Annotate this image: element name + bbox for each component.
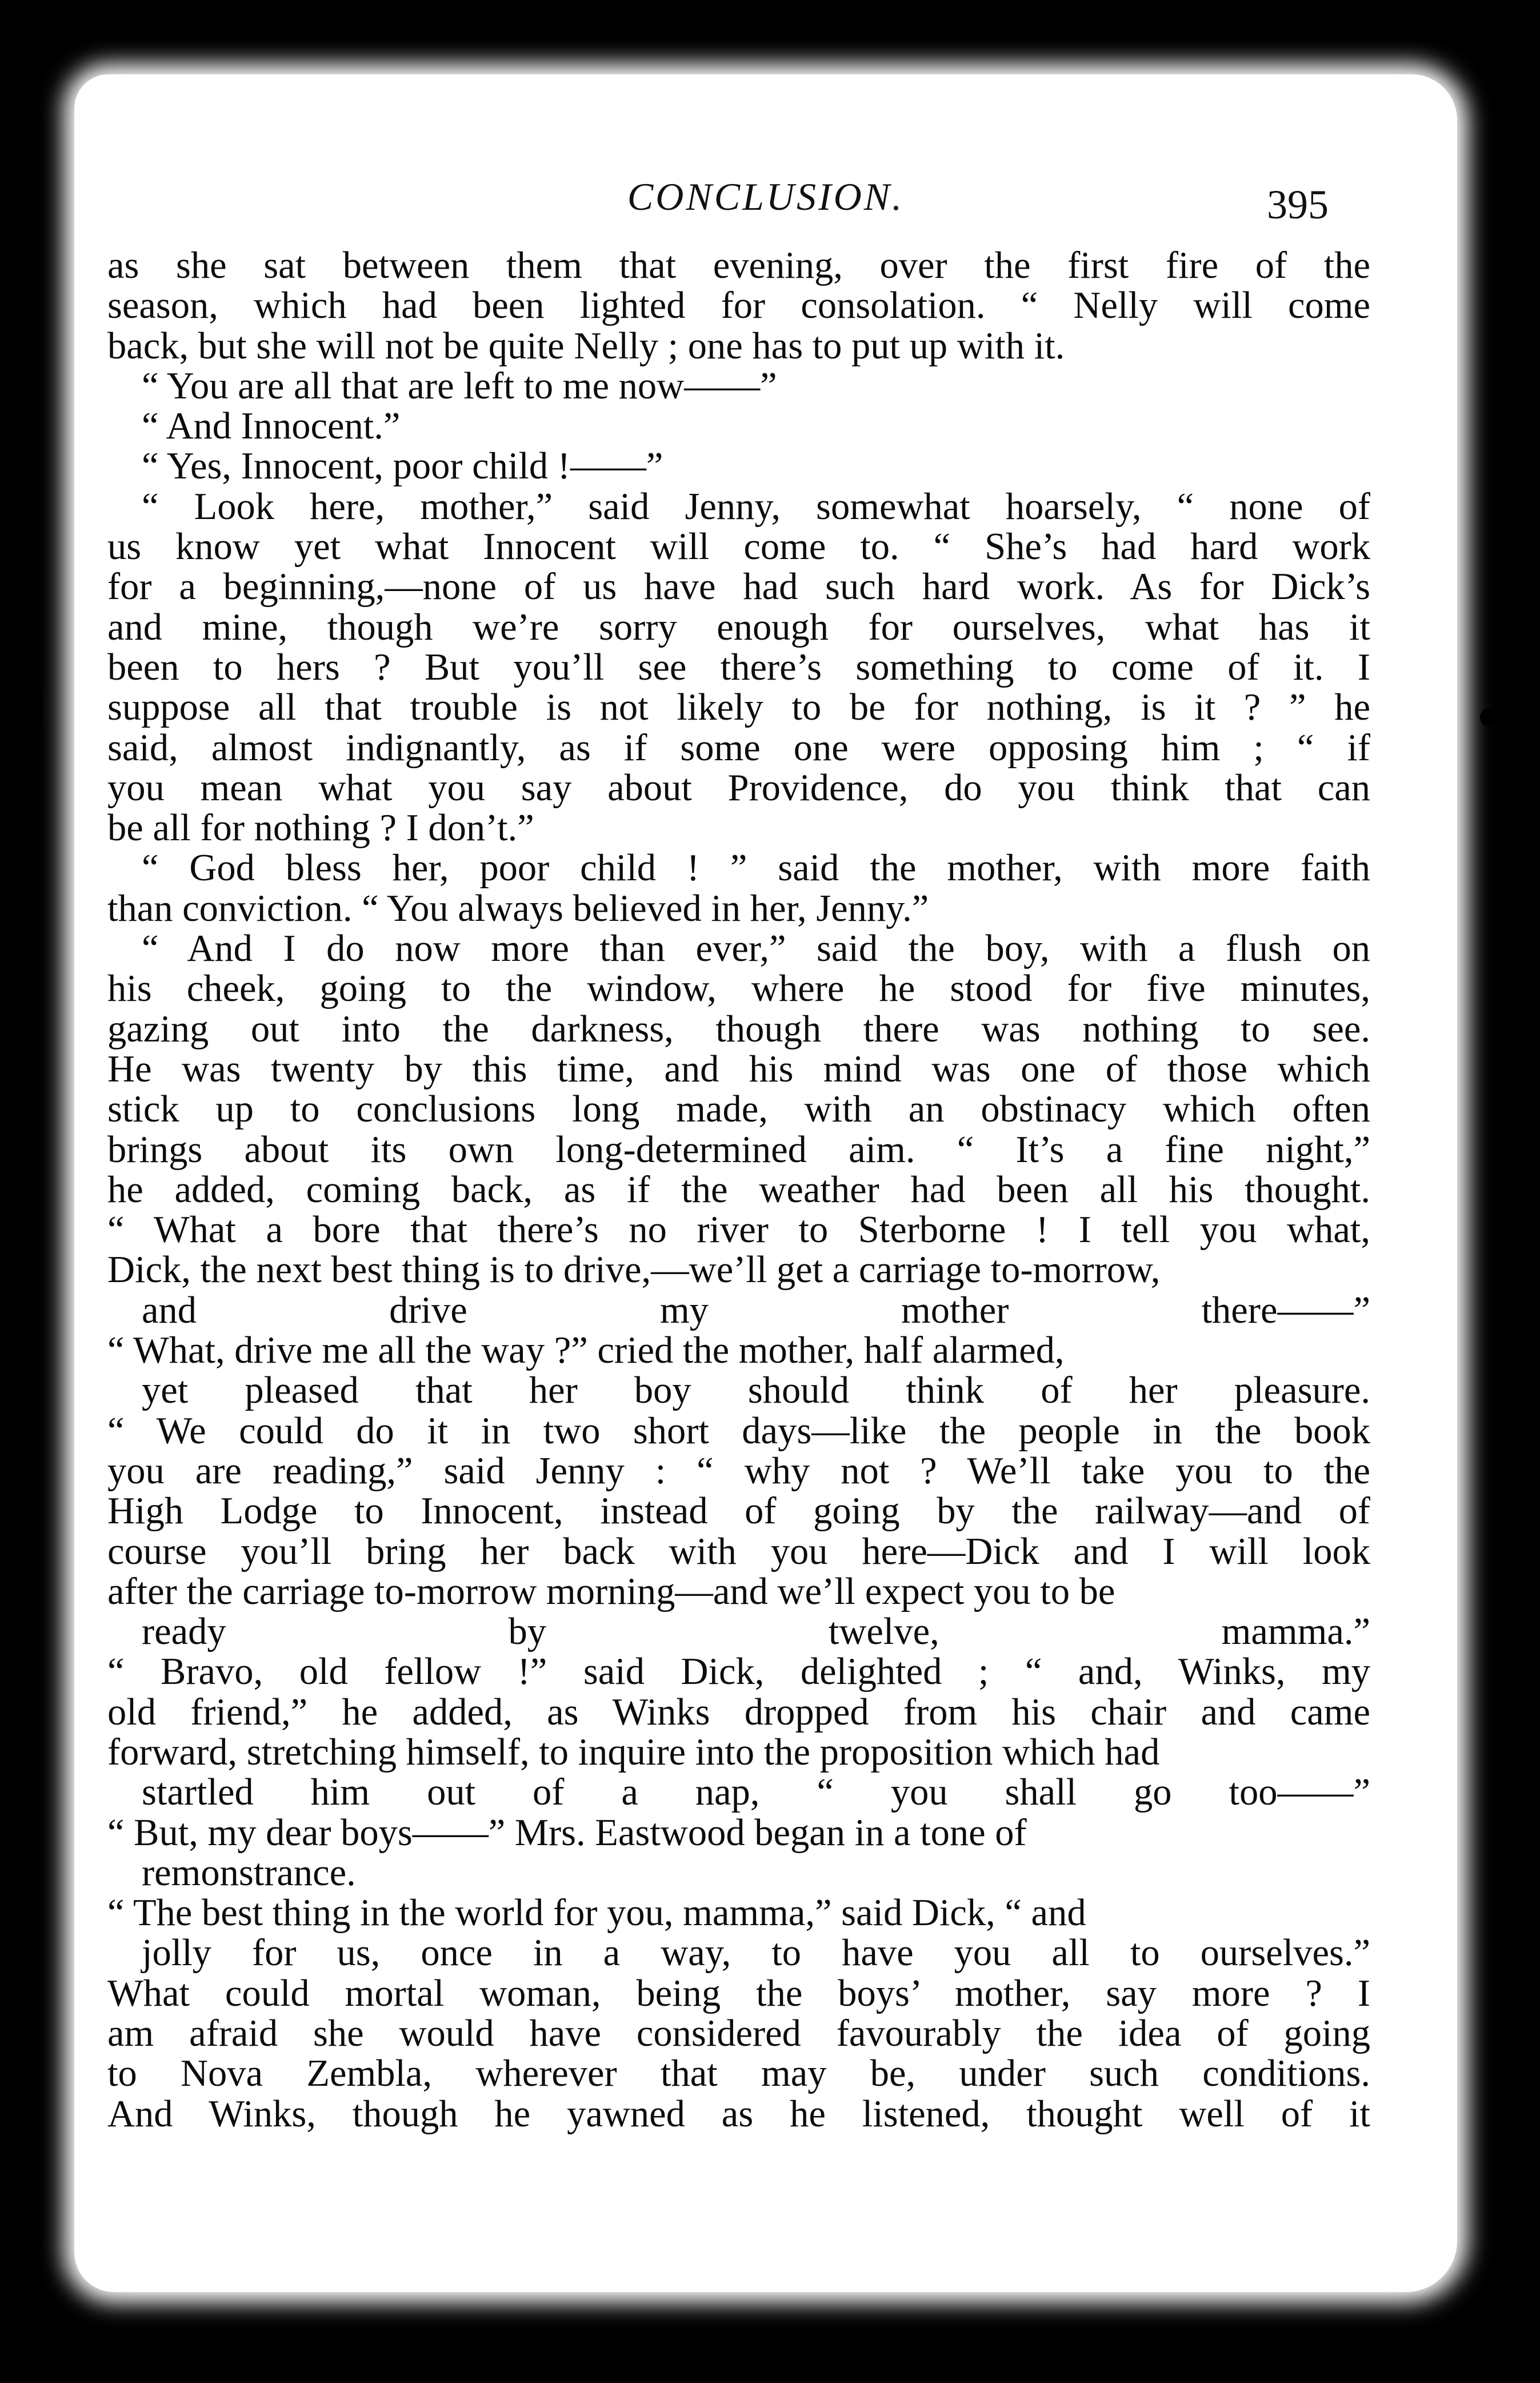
text-line: startled him out of a nap, “ you shall go too——” — [142, 1773, 1370, 1813]
text-line: brings about its own long-determined aim. “ It’s a fine night,” — [107, 1129, 1370, 1170]
text-line: said, almost indignantly, as if some one were opposing him ; “ if — [107, 728, 1370, 768]
text-line: “ You are all that are left to me now——” — [142, 366, 777, 407]
text-line: “ What, drive me all the way ?” cried the mother, half alarmed, — [107, 1331, 1065, 1371]
body-text — [107, 246, 1370, 2134]
text-line: than conviction. “ You always believed in her, Jenny.” — [107, 888, 929, 929]
text-line: suppose all that trouble is not likely to be for nothing, is it ? ” he — [107, 688, 1370, 728]
text-line: “ And Innocent.” — [142, 406, 401, 447]
text-line: for a beginning,—none of us have had such hard work. As for Dick’s — [107, 567, 1370, 608]
text-line: ready by twelve, mamma.” — [142, 1612, 1370, 1652]
text-line: and drive my mother there——” — [142, 1290, 1370, 1331]
text-line: as she sat between them that evening, over the first fire of the — [107, 246, 1370, 286]
text-line: he added, coming back, as if the weather had been all his thought. — [107, 1169, 1370, 1211]
text-line: “ The best thing in the world for you, mamma,” said Dick, “ and — [107, 1893, 1086, 1934]
text-line: “ God bless her, poor child ! ” said the mother, with more faith — [142, 848, 1370, 889]
text-line: old friend,” he added, as Winks dropped from his chair and came — [107, 1692, 1370, 1733]
text-line: am afraid she would have considered favourably the idea of going — [107, 2014, 1370, 2054]
text-line: yet pleased that her boy should think of her pleasure. — [142, 1371, 1370, 1411]
text-line: “ But, my dear boys——” Mrs. Eastwood began in a tone of — [107, 1813, 1027, 1853]
page-header — [74, 174, 1457, 237]
text-line: “ Yes, Innocent, poor child !——” — [142, 446, 663, 487]
running-head: CONCLUSION. — [627, 175, 905, 218]
text-line: us know yet what Innocent will come to. “ She’s had hard work — [107, 527, 1370, 568]
page-number: 395 — [1267, 182, 1329, 227]
text-line: season, which had been lighted for consolation. “ Nelly will come — [107, 286, 1370, 326]
text-line: Dick, the next best thing is to drive,—we’ll get a carriage to-morrow, — [107, 1250, 1161, 1291]
text-line: be all for nothing ? I don’t.” — [107, 808, 534, 849]
text-line: course you’ll bring her back with you here—Dick and I will look — [107, 1531, 1370, 1572]
text-line: to Nova Zembla, wherever that may be, under such conditions. — [107, 2054, 1370, 2094]
text-line: “ Bravo, old fellow !” said Dick, delighted ; “ and, Winks, my — [107, 1652, 1370, 1693]
text-line: you mean what you say about Providence, do you think that can — [107, 768, 1370, 809]
text-line: jolly for us, once in a way, to have you all to ourselves.” — [142, 1933, 1370, 1974]
book-page — [74, 74, 1457, 2292]
text-line: He was twenty by this time, and his mind was one of those which — [107, 1049, 1370, 1090]
text-line: And Winks, though he yawned as he listened, thought well of it — [107, 2094, 1370, 2134]
text-line: his cheek, going to the window, where he stood for five minutes, — [107, 969, 1370, 1009]
text-line: after the carriage to-morrow morning—and we’ll expect you to be — [107, 1571, 1115, 1612]
text-line: “ Look here, mother,” said Jenny, somewhat hoarsely, “ none of — [142, 486, 1370, 528]
scan-speck — [1480, 709, 1495, 726]
text-line: “ What a bore that there’s no river to Sterborne ! I tell you what, — [107, 1210, 1370, 1251]
text-line: back, but she will not be quite Nelly ; one has to put up with it. — [107, 326, 1065, 366]
text-line: What could mortal woman, being the boys’ mother, say more ? I — [107, 1973, 1370, 2014]
text-line: remonstrance. — [142, 1853, 356, 1894]
text-line: “ And I do now more than ever,” said the boy, with a flush on — [142, 929, 1370, 969]
text-line: High Lodge to Innocent, instead of going by the railway—and of — [107, 1491, 1370, 1532]
text-line: “ We could do it in two short days—like the people in the book — [107, 1411, 1370, 1451]
scan-speck — [34, 692, 42, 726]
text-line: stick up to conclusions long made, with an obstinacy which often — [107, 1089, 1370, 1130]
text-line: gazing out into the darkness, though there was nothing to see. — [107, 1009, 1370, 1049]
text-line: been to hers ? But you’ll see there’s something to come of it. I — [107, 647, 1370, 688]
text-line: forward, stretching himself, to inquire into the proposition which had — [107, 1732, 1160, 1773]
text-line: you are reading,” said Jenny : “ why not ? We’ll take you to the — [107, 1451, 1370, 1492]
text-line: and mine, though we’re sorry enough for ourselves, what has it — [107, 607, 1370, 648]
scan-speck — [30, 983, 37, 1035]
